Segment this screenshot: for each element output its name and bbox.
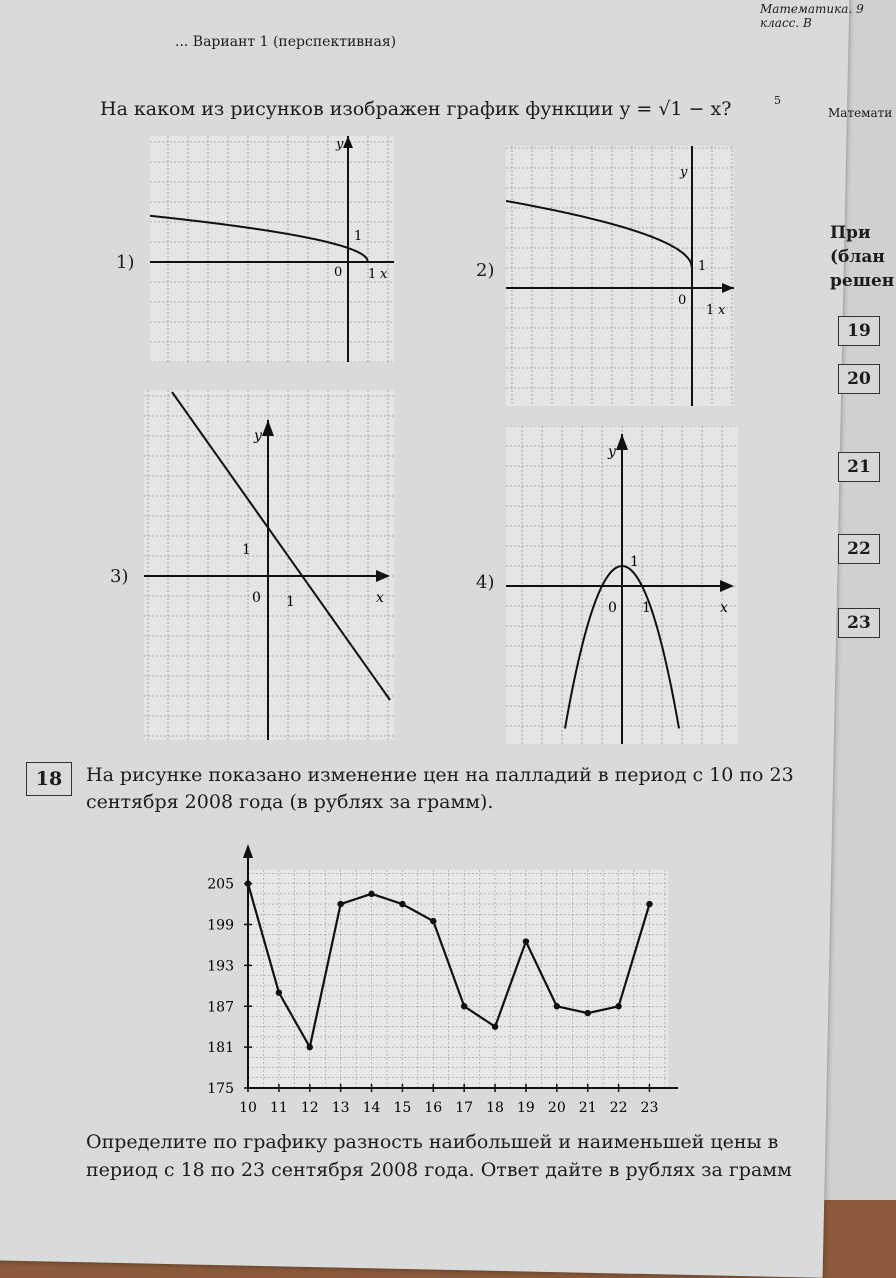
y-label: y [336, 137, 344, 152]
question-17-text: На каком из рисунков изображен график функции y = √1 − x? [100, 98, 732, 120]
question-18-text: На рисунке показано изменение цен на палладий в период с 10 по 23 сентября 2008 года (в рублях за грамм). [86, 764, 794, 813]
instruction-line-3: решен [830, 271, 895, 291]
option-1-label: 1) [116, 252, 135, 273]
one-y-label: 1 [242, 542, 251, 558]
x-label: x [376, 590, 384, 606]
one-label: 1 [706, 303, 715, 318]
one-y-label: 1 [630, 554, 639, 570]
x-label: x [718, 303, 726, 318]
x-tick-label: 12 [300, 1100, 319, 1116]
x-label: x [720, 600, 728, 616]
data-point [492, 1023, 498, 1029]
data-point [337, 901, 343, 907]
instruction-line-2: (блан [830, 247, 885, 267]
y-tick-label: 175 [207, 1081, 234, 1097]
data-point [646, 901, 652, 907]
instruction-line-1: При [830, 223, 871, 243]
data-point [276, 989, 282, 995]
y-tick-label: 199 [207, 917, 234, 934]
graph-option-2 [506, 146, 734, 406]
x-tick-label: 20 [547, 1100, 566, 1116]
data-point [461, 1003, 467, 1009]
data-point [615, 1003, 621, 1009]
y-label: y [608, 444, 616, 460]
data-point [585, 1010, 591, 1016]
zero-label: 0 [678, 293, 687, 308]
one-y-label: 1 [354, 229, 363, 244]
option-3-label: 3) [110, 566, 129, 587]
y-tick-label: 193 [207, 958, 234, 975]
x-tick-label: 15 [393, 1100, 412, 1116]
one-label: 1 [286, 594, 295, 610]
option-4-label: 4) [476, 572, 495, 593]
graph-option-1 [150, 136, 394, 362]
zero-label: 0 [608, 600, 617, 616]
x-tick-label: 23 [640, 1100, 659, 1116]
x-tick-label: 22 [609, 1100, 628, 1116]
data-point [523, 938, 529, 944]
y-tick-label: 187 [207, 999, 234, 1016]
x-tick-label: 17 [455, 1100, 474, 1116]
y-tick-label: 181 [207, 1040, 234, 1057]
data-point [307, 1044, 313, 1050]
task-box-20: 20 [838, 364, 880, 394]
one-label: 1 [642, 600, 651, 616]
x-tick-label: 14 [362, 1100, 381, 1116]
task-box-21: 21 [838, 452, 880, 482]
graph-option-3 [144, 390, 394, 740]
x-tick-label: 11 [269, 1100, 288, 1116]
data-point [554, 1003, 560, 1009]
x-label: x [380, 267, 388, 282]
data-point [399, 901, 405, 907]
x-tick-label: 18 [486, 1100, 504, 1116]
zero-label: 0 [252, 590, 261, 606]
right-column-title: Математи [828, 106, 893, 120]
graph-option-4 [506, 426, 738, 744]
x-tick-label: 21 [578, 1100, 597, 1116]
y-label: y [254, 428, 262, 444]
x-tick-label: 10 [239, 1100, 257, 1116]
page-number: 5 [774, 94, 781, 107]
variant-header: ... Вариант 1 (перспективная) [175, 34, 397, 50]
x-tick-label: 19 [517, 1100, 535, 1116]
data-point [245, 880, 251, 886]
one-y-label: 1 [698, 259, 707, 274]
y-tick-label: 205 [207, 876, 234, 893]
question-18-prompt: Определите по графику разность наибольшей и наименьшей цены в период с 18 по 23 сентября 2008 года. Ответ дайте в рублях за грамм [86, 1131, 792, 1181]
x-tick-label: 16 [424, 1100, 443, 1116]
data-point [368, 891, 374, 897]
question-18-number: 18 [26, 762, 72, 796]
y-label: y [680, 165, 688, 180]
data-point [430, 918, 436, 924]
task-box-22: 22 [838, 534, 880, 564]
x-tick-label: 13 [331, 1100, 350, 1116]
plot-area [248, 870, 668, 1088]
task-box-19: 19 [838, 316, 880, 346]
zero-label: 0 [334, 265, 343, 280]
one-label: 1 [368, 267, 377, 282]
task-box-23: 23 [838, 608, 880, 638]
y-axis-arrow [243, 844, 253, 858]
palladium-price-chart [196, 832, 696, 1122]
top-right-header: Математика. 9 класс. В [760, 2, 864, 30]
option-2-label: 2) [476, 260, 495, 281]
